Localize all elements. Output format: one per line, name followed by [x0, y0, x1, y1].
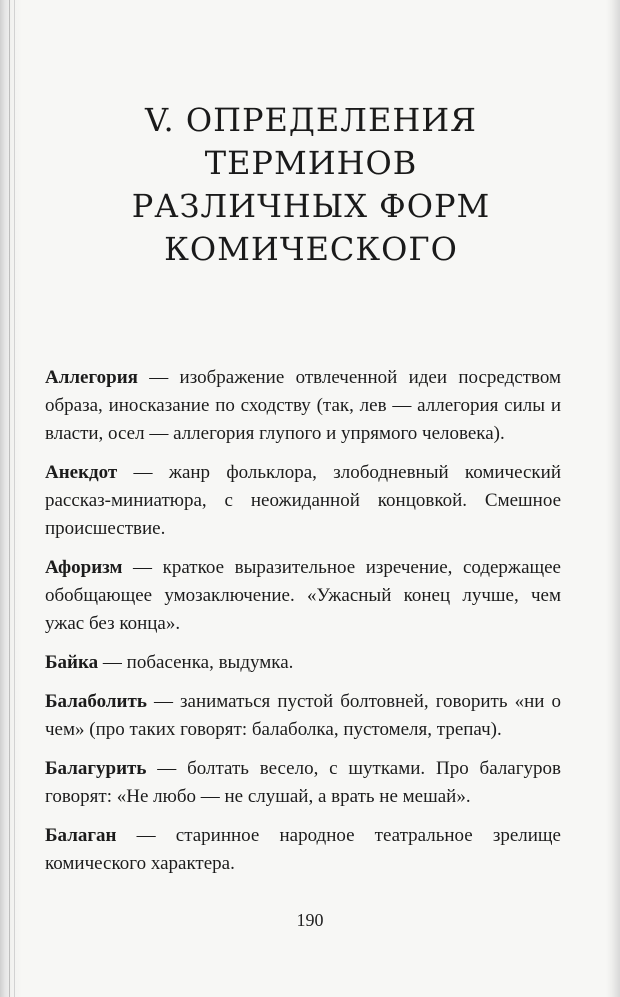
- binding-line-inner: [14, 0, 15, 997]
- glossary-list: [45, 364, 561, 889]
- glossary-entry-anekdot: [45, 459, 561, 543]
- entry-definition: — краткое выразительное изречение, содержащее обобщающее умозаключение. «Ужасный конец лучше, чем ужас без конца».: [45, 557, 561, 634]
- entry-definition: — заниматься пустой болтовней, говорить «ни о чем» (про таких говорят: балаболка, пустомеля, трепач).: [45, 691, 561, 740]
- glossary-entry-allegoriya: [45, 364, 561, 448]
- entry-term: Афоризм: [45, 557, 123, 578]
- page-number: 190: [296, 910, 324, 930]
- glossary-entry-balagurit: [45, 755, 561, 811]
- entry-term: Балагурить: [45, 758, 147, 779]
- entry-definition: — старинное народное театральное зрелище комического характера.: [45, 825, 561, 874]
- page-right-edge: [606, 0, 620, 997]
- entry-definition: — изображение отвлеченной идеи посредством образа, иносказание по сходству (так, лев — аллегория силы и власти, осел — аллегория глупого и упрямого человека).: [45, 367, 561, 444]
- chapter-title-line-2: РАЗЛИЧНЫХ ФОРМ: [131, 187, 491, 225]
- binding-line: [9, 0, 10, 997]
- glossary-entry-balagan: [45, 822, 561, 878]
- entry-term: Анекдот: [45, 462, 118, 483]
- glossary-entry-bayka: [45, 649, 561, 677]
- chapter-title: [46, 99, 576, 271]
- entry-term: Аллегория: [45, 367, 138, 388]
- chapter-title-line-3: КОМИЧЕСКОГО: [164, 230, 458, 268]
- page-binding-edge: [0, 0, 22, 997]
- chapter-title-line-1: V. ОПРЕДЕЛЕНИЯ ТЕРМИНОВ: [145, 101, 477, 182]
- entry-definition: — жанр фольклора, злободневный комический рассказ-миниатюра, с неожиданной концовкой. Смешное происшествие.: [45, 462, 561, 539]
- glossary-entry-balabolit: [45, 688, 561, 744]
- entry-term: Байка: [45, 652, 99, 673]
- entry-definition: — побасенка, выдумка.: [98, 652, 294, 673]
- entry-term: Балаболить: [45, 691, 147, 712]
- entry-definition: — болтать весело, с шутками. Про балагуров говорят: «Не любо — не слушай, а врать не мешай».: [45, 758, 561, 807]
- glossary-entry-aforizm: [45, 554, 561, 638]
- entry-term: Балаган: [45, 825, 117, 846]
